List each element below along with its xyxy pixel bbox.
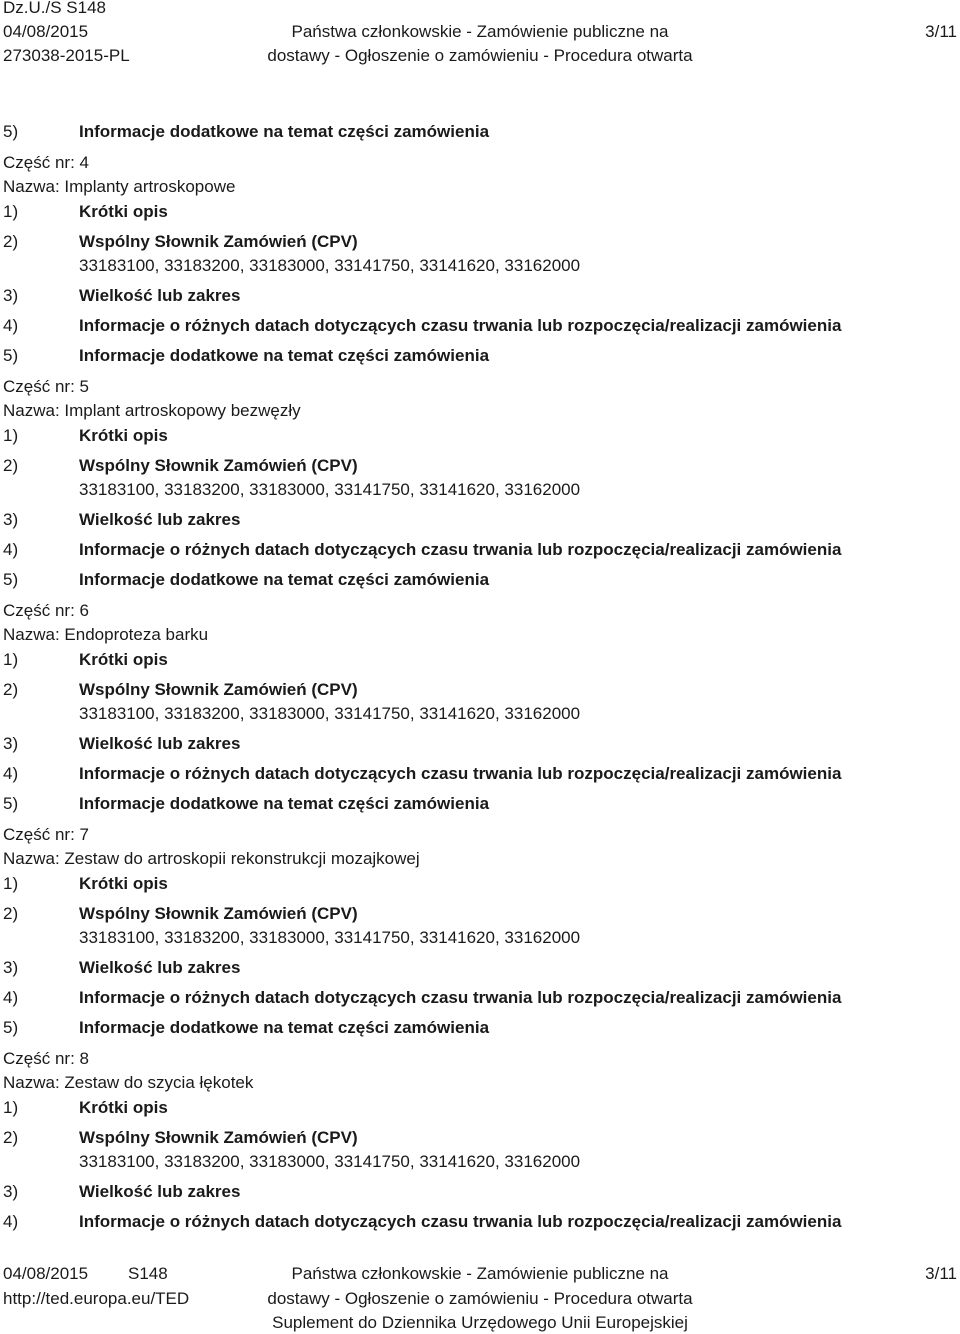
part-name: Nazwa: Zestaw do artroskopii rekonstrukcji mozajkowej (3, 849, 420, 868)
part-number: Część nr: 4 (3, 153, 89, 172)
dates-info-item (3, 988, 841, 1008)
dates-info-item (3, 540, 841, 560)
cpv-heading-number: 2) (3, 1128, 19, 1147)
cpv-heading-title: Wspólny Słownik Zamówień (CPV) (79, 1128, 358, 1147)
additional-info-title: Informacje dodatkowe na temat części zamówienia (79, 794, 490, 813)
footer-title-line3: Suplement do Dziennika Urzędowego Unii Europejskiej (272, 1313, 688, 1332)
cpv-codes: 33183100, 33183200, 33183000, 33141750, 33141620, 33162000 (79, 256, 581, 275)
part-number: Część nr: 8 (3, 1049, 89, 1068)
header-page-number: 3/11 (925, 22, 957, 41)
part-name: Nazwa: Endoproteza barku (3, 625, 209, 644)
short-description-title: Krótki opis (79, 202, 168, 221)
short-description-title: Krótki opis (79, 874, 168, 893)
part-name: Nazwa: Implant artroskopowy bezwęzły (3, 401, 301, 420)
additional-info-item (3, 570, 489, 590)
cpv-heading-title: Wspólny Słownik Zamówień (CPV) (79, 456, 358, 475)
short-description-number: 1) (3, 202, 19, 221)
scope-item (3, 958, 240, 978)
dates-info-number: 4) (3, 988, 19, 1007)
header-doc-id: 273038-2015-PL (3, 46, 130, 65)
header-date: 04/08/2015 (3, 22, 89, 41)
scope-title: Wielkość lub zakres (79, 286, 241, 305)
footer-title-line1: Państwa członkowskie - Zamówienie publiczne na (291, 1264, 669, 1283)
scope-title: Wielkość lub zakres (79, 958, 241, 977)
cpv-codes: 33183100, 33183200, 33183000, 33141750, 33141620, 33162000 (79, 928, 581, 947)
short-description-title: Krótki opis (79, 1098, 168, 1117)
cpv-heading-item (3, 232, 358, 252)
footer-issue: S148 (128, 1264, 168, 1283)
dates-info-number: 4) (3, 764, 19, 783)
dates-info-title: Informacje o różnych datach dotyczących czasu trwania lub rozpoczęcia/realizacji zamówienia (79, 540, 842, 559)
additional-info-number: 5) (3, 346, 19, 365)
cpv-heading-title: Wspólny Słownik Zamówień (CPV) (79, 904, 358, 923)
scope-number: 3) (3, 1182, 19, 1201)
prev-part-additional-info: 5) Informacje dodatkowe na temat części zamówienia (3, 122, 490, 141)
cpv-heading-item (3, 1128, 358, 1148)
short-description-title: Krótki opis (79, 426, 168, 445)
cpv-codes: 33183100, 33183200, 33183000, 33141750, 33141620, 33162000 (79, 480, 581, 499)
dates-info-number: 4) (3, 1212, 19, 1231)
part-name: Nazwa: Implanty artroskopowe (3, 177, 236, 196)
scope-title: Wielkość lub zakres (79, 734, 241, 753)
additional-info-item (3, 1018, 489, 1038)
scope-number: 3) (3, 510, 19, 529)
additional-info-item (3, 346, 489, 366)
cpv-heading-item (3, 680, 358, 700)
cpv-heading-title: Wspólny Słownik Zamówień (CPV) (79, 680, 358, 699)
short-description-title: Krótki opis (79, 650, 168, 669)
scope-title: Wielkość lub zakres (79, 510, 241, 529)
dates-info-title: Informacje o różnych datach dotyczących czasu trwania lub rozpoczęcia/realizacji zamówienia (79, 988, 842, 1007)
short-description-item (3, 874, 168, 894)
additional-info-title: Informacje dodatkowe na temat części zamówienia (79, 346, 490, 365)
additional-info-number: 5) (3, 794, 19, 813)
scope-item (3, 734, 240, 754)
scope-title: Wielkość lub zakres (79, 1182, 241, 1201)
scope-item (3, 510, 240, 530)
part-number: Część nr: 6 (3, 601, 89, 620)
header-title-line2: dostawy - Ogłoszenie o zamówieniu - Procedura otwarta (267, 46, 693, 65)
scope-item (3, 286, 240, 306)
cpv-heading-number: 2) (3, 232, 19, 251)
cpv-heading-item (3, 904, 358, 924)
additional-info-title: Informacje dodatkowe na temat części zamówienia (79, 570, 490, 589)
cpv-heading-number: 2) (3, 904, 19, 923)
cpv-codes: 33183100, 33183200, 33183000, 33141750, 33141620, 33162000 (79, 1152, 581, 1171)
journal-ref: Dz.U./S S148 (3, 0, 106, 17)
scope-number: 3) (3, 958, 19, 977)
additional-info-number: 5) (3, 570, 19, 589)
additional-info-title: Informacje dodatkowe na temat części zamówienia (79, 1018, 490, 1037)
additional-info-item (3, 794, 489, 814)
scope-item (3, 1182, 240, 1202)
footer-title-line2: dostawy - Ogłoszenie o zamówieniu - Procedura otwarta (267, 1289, 693, 1308)
dates-info-title: Informacje o różnych datach dotyczących czasu trwania lub rozpoczęcia/realizacji zamówienia (79, 764, 842, 783)
scope-number: 3) (3, 286, 19, 305)
footer-date: 04/08/2015 (3, 1264, 89, 1283)
footer-page-number: 3/11 (925, 1264, 957, 1283)
cpv-heading-number: 2) (3, 456, 19, 475)
footer-url[interactable]: http://ted.europa.eu/TED (3, 1289, 190, 1308)
scope-number: 3) (3, 734, 19, 753)
part-number: Część nr: 5 (3, 377, 89, 396)
cpv-heading-title: Wspólny Słownik Zamówień (CPV) (79, 232, 358, 251)
dates-info-item (3, 764, 841, 784)
additional-info-number: 5) (3, 1018, 19, 1037)
short-description-item (3, 650, 168, 670)
short-description-number: 1) (3, 874, 19, 893)
dates-info-item (3, 1212, 841, 1232)
part-number: Część nr: 7 (3, 825, 89, 844)
short-description-item (3, 1098, 168, 1118)
cpv-heading-number: 2) (3, 680, 19, 699)
dates-info-number: 4) (3, 316, 19, 335)
cpv-heading-item (3, 456, 358, 476)
short-description-number: 1) (3, 1098, 19, 1117)
short-description-number: 1) (3, 650, 19, 669)
dates-info-number: 4) (3, 540, 19, 559)
dates-info-item (3, 316, 841, 336)
header-title-line1: Państwa członkowskie - Zamówienie publiczne na (291, 22, 669, 41)
cpv-codes: 33183100, 33183200, 33183000, 33141750, 33141620, 33162000 (79, 704, 581, 723)
part-name: Nazwa: Zestaw do szycia łękotek (3, 1073, 254, 1092)
short-description-item (3, 202, 168, 222)
short-description-item (3, 426, 168, 446)
short-description-number: 1) (3, 426, 19, 445)
dates-info-title: Informacje o różnych datach dotyczących czasu trwania lub rozpoczęcia/realizacji zamówienia (79, 1212, 842, 1231)
dates-info-title: Informacje o różnych datach dotyczących czasu trwania lub rozpoczęcia/realizacji zamówienia (79, 316, 842, 335)
